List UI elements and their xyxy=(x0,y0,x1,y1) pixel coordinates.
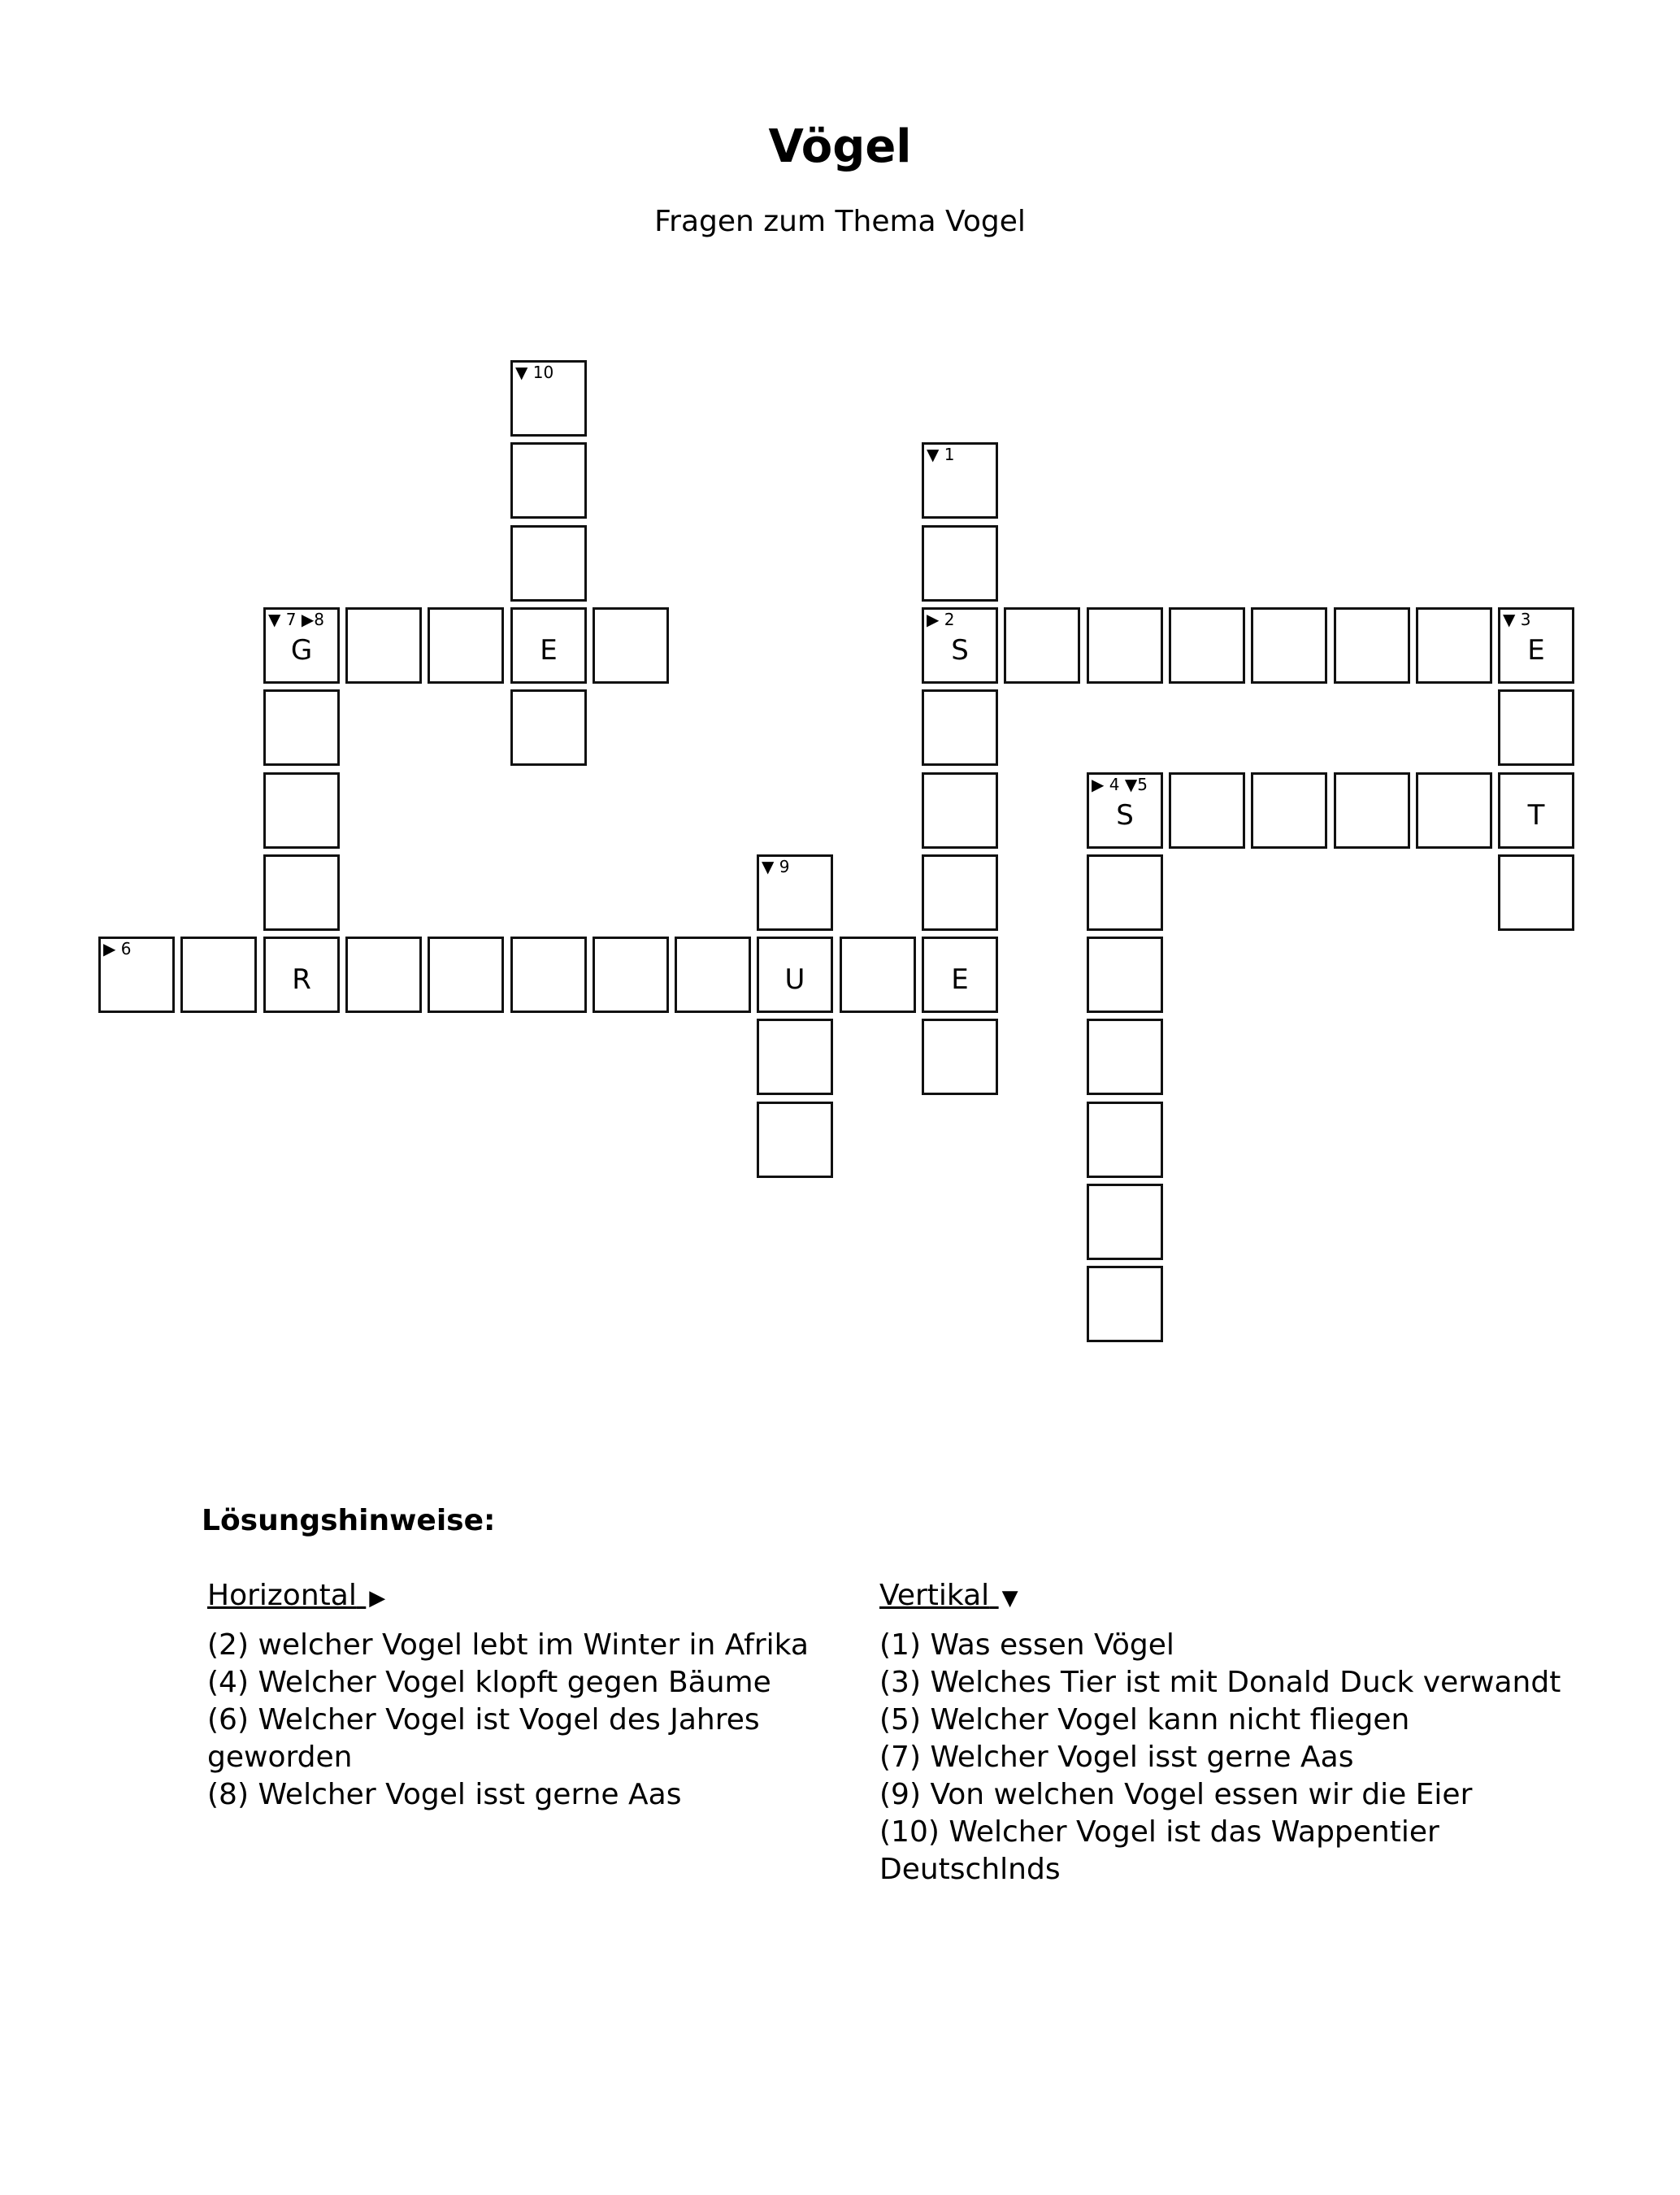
crossword-cell[interactable] xyxy=(1498,772,1574,849)
crossword-cell[interactable] xyxy=(1416,772,1492,849)
vertical-title-text: Vertikal xyxy=(879,1579,990,1612)
clue-down-9: (9) Von welchen Vogel essen wir die Eier xyxy=(879,1778,1473,1811)
crossword-cell[interactable] xyxy=(428,937,504,1013)
crossword-cell[interactable] xyxy=(922,442,998,519)
crossword-cell[interactable] xyxy=(757,1102,833,1178)
clue-across-4: (4) Welcher Vogel klopft gegen Bäume xyxy=(207,1666,771,1699)
crossword-cell[interactable] xyxy=(345,607,422,684)
crossword-cell[interactable] xyxy=(1251,607,1327,684)
crossword-cell[interactable] xyxy=(1498,854,1574,931)
crossword-cell[interactable] xyxy=(1087,1184,1163,1260)
crossword-cell[interactable] xyxy=(593,607,669,684)
page-title: Vögel xyxy=(768,120,912,173)
crossword-cell[interactable] xyxy=(428,607,504,684)
crossword-cell[interactable] xyxy=(1087,1019,1163,1095)
crossword-cell[interactable] xyxy=(593,937,669,1013)
clue-number: ▶ 6 xyxy=(103,939,132,958)
crossword-cell[interactable] xyxy=(263,689,340,766)
clue-number: ▼ 3 xyxy=(1503,610,1531,629)
right-arrow-icon: ▶ xyxy=(369,1586,386,1610)
crossword-cell[interactable] xyxy=(263,607,340,684)
crossword-cell[interactable] xyxy=(922,772,998,849)
crossword-cell[interactable] xyxy=(1087,1102,1163,1178)
crossword-cell[interactable] xyxy=(263,772,340,849)
cell-letter: E xyxy=(1527,634,1545,667)
clue-number: ▼ 7 ▶8 xyxy=(268,610,324,629)
horizontal-clues xyxy=(207,1577,825,1814)
crossword-cell[interactable] xyxy=(1004,607,1080,684)
cell-letter: E xyxy=(951,963,969,996)
hints-heading: Lösungshinweise: xyxy=(202,1504,496,1537)
clue-down-3: (3) Welches Tier ist mit Donald Duck verwandt xyxy=(879,1666,1561,1699)
clue-number: ▶ 4 ▼5 xyxy=(1092,775,1148,794)
crossword-cell[interactable] xyxy=(510,442,587,519)
crossword-cell[interactable] xyxy=(922,525,998,602)
crossword-cell[interactable] xyxy=(510,360,587,437)
cell-letter: G xyxy=(290,634,313,667)
crossword-cell[interactable] xyxy=(1087,854,1163,931)
clue-across-6: (6) Welcher Vogel ist Vogel des Jahres geworden xyxy=(207,1703,760,1774)
clue-number: ▼ 1 xyxy=(927,445,955,464)
down-arrow-icon: ▼ xyxy=(1001,1586,1018,1610)
crossword-cell[interactable] xyxy=(345,937,422,1013)
crossword-cell[interactable] xyxy=(757,854,833,931)
page-subtitle: Fragen zum Thema Vogel xyxy=(654,205,1026,238)
vertical-clues-title xyxy=(879,1577,1611,1617)
clue-down-1: (1) Was essen Vögel xyxy=(879,1628,1174,1662)
crossword-cell[interactable] xyxy=(1498,607,1574,684)
crossword-cell[interactable] xyxy=(757,1019,833,1095)
clue-number: ▼ 10 xyxy=(515,363,554,382)
clue-down-7: (7) Welcher Vogel isst gerne Aas xyxy=(879,1741,1354,1774)
crossword-cell[interactable] xyxy=(1087,937,1163,1013)
cell-letter: R xyxy=(292,963,311,996)
cell-letter: S xyxy=(1116,799,1134,832)
crossword-cell[interactable] xyxy=(840,937,916,1013)
crossword-cell[interactable] xyxy=(1087,1266,1163,1342)
crossword-cell[interactable] xyxy=(510,689,587,766)
clue-across-8: (8) Welcher Vogel isst gerne Aas xyxy=(207,1778,682,1811)
crossword-cell[interactable] xyxy=(1169,772,1245,849)
crossword-cell[interactable] xyxy=(263,937,340,1013)
horizontal-title-text: Horizontal xyxy=(207,1579,357,1612)
clue-across-2: (2) welcher Vogel lebt im Winter in Afrika xyxy=(207,1628,809,1662)
crossword-cell[interactable] xyxy=(1498,689,1574,766)
crossword-cell[interactable] xyxy=(98,937,175,1013)
vertical-clues xyxy=(879,1577,1611,1889)
crossword-cell[interactable] xyxy=(922,1019,998,1095)
crossword-cell[interactable] xyxy=(1334,772,1410,849)
clue-number: ▶ 2 xyxy=(927,610,955,629)
crossword-cell[interactable] xyxy=(510,525,587,602)
clue-number: ▼ 9 xyxy=(762,857,790,876)
crossword-cell[interactable] xyxy=(180,937,257,1013)
crossword-cell[interactable] xyxy=(922,854,998,931)
crossword-cell[interactable] xyxy=(263,854,340,931)
crossword-cell[interactable] xyxy=(510,937,587,1013)
crossword-cell[interactable] xyxy=(757,937,833,1013)
crossword-cell[interactable] xyxy=(1087,607,1163,684)
crossword-cell[interactable] xyxy=(1169,607,1245,684)
crossword-cell[interactable] xyxy=(922,689,998,766)
crossword-cell[interactable] xyxy=(1334,607,1410,684)
cell-letter: E xyxy=(540,634,558,667)
cell-letter: T xyxy=(1527,799,1545,832)
crossword-cell[interactable] xyxy=(1251,772,1327,849)
cell-letter: S xyxy=(951,634,969,667)
crossword-cell[interactable] xyxy=(1416,607,1492,684)
crossword-cell[interactable] xyxy=(1087,772,1163,849)
clue-down-5: (5) Welcher Vogel kann nicht fliegen xyxy=(879,1703,1410,1736)
horizontal-clues-title xyxy=(207,1577,825,1617)
crossword-cell[interactable] xyxy=(922,937,998,1013)
clue-down-10: (10) Welcher Vogel ist das Wappentier Deutschlnds xyxy=(879,1815,1439,1886)
crossword-cell[interactable] xyxy=(675,937,751,1013)
cell-letter: U xyxy=(784,963,805,996)
crossword-cell[interactable] xyxy=(510,607,587,684)
crossword-cell[interactable] xyxy=(922,607,998,684)
